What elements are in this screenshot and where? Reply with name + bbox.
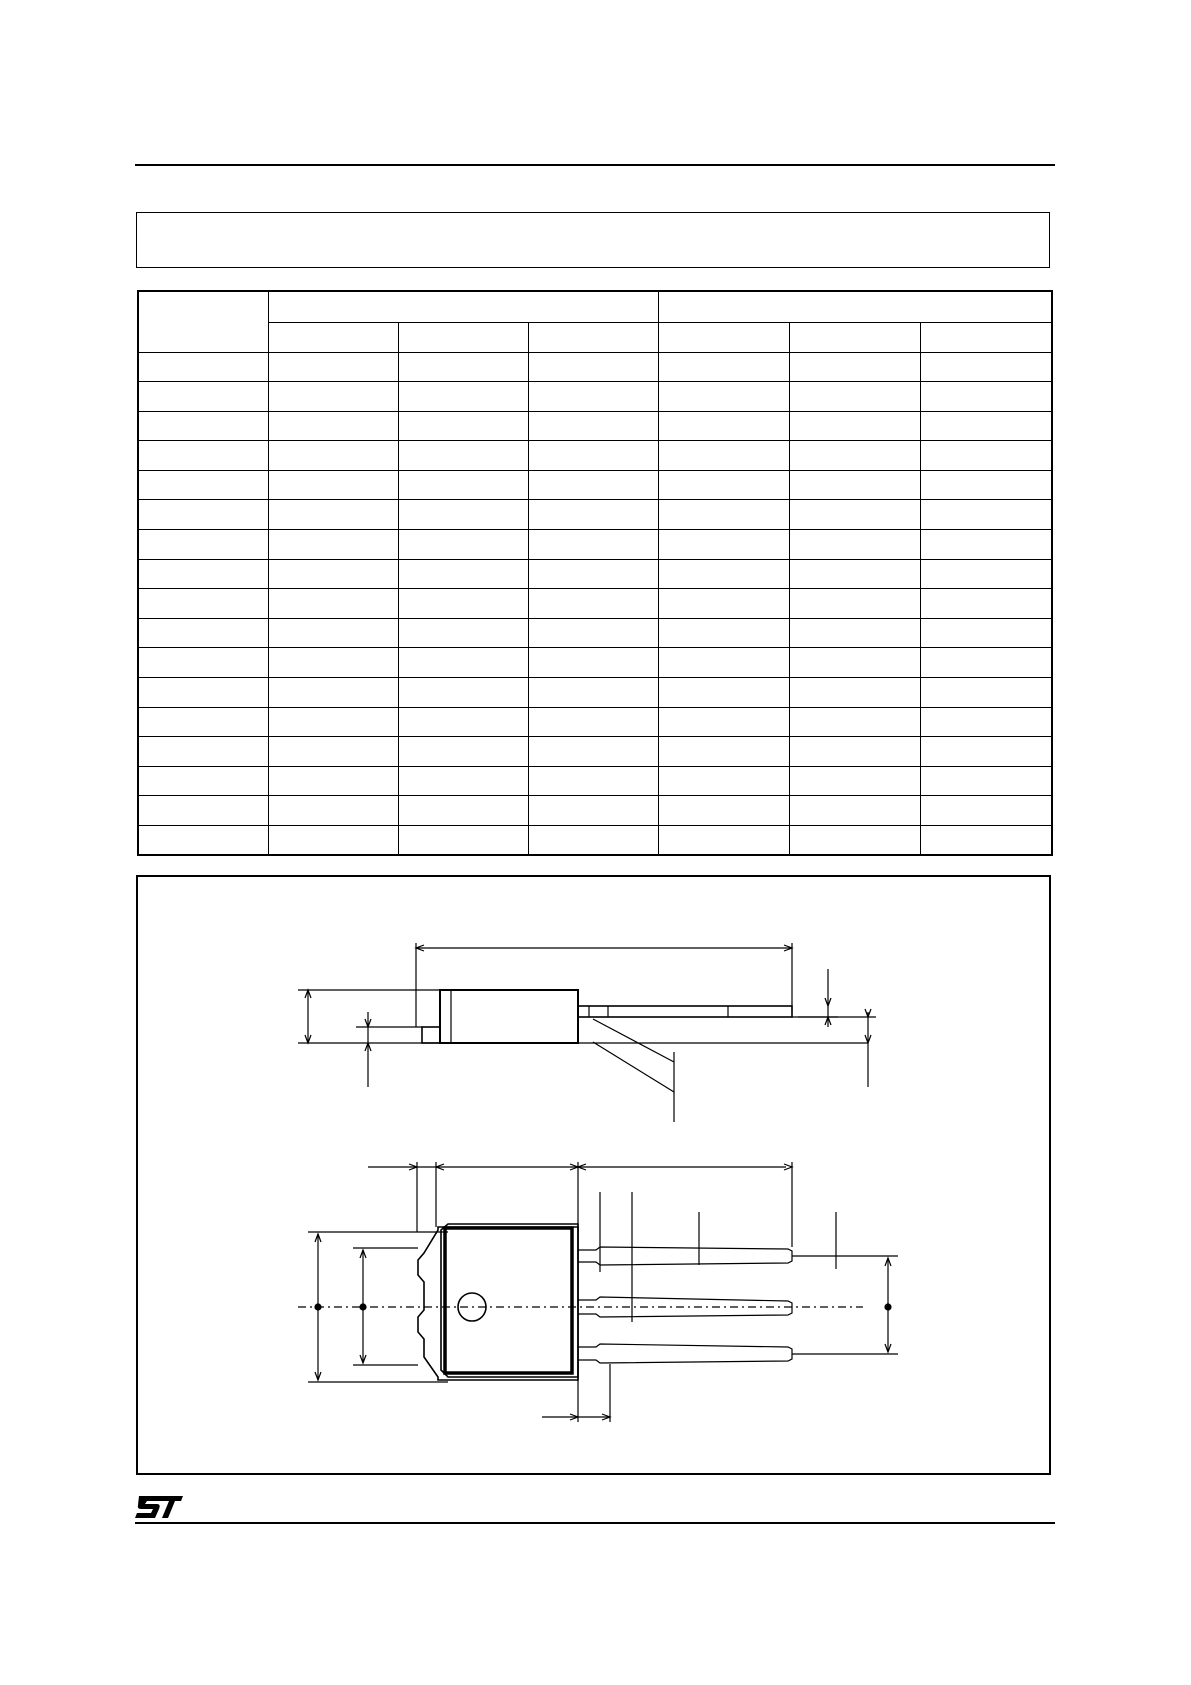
inch-typ-header — [789, 322, 920, 352]
table-cell — [789, 766, 920, 796]
table-cell — [658, 589, 789, 619]
table-cell — [789, 470, 920, 500]
table-row — [138, 826, 1052, 856]
table-cell — [398, 382, 528, 412]
table-cell — [268, 737, 398, 767]
table-cell — [789, 500, 920, 530]
table-row — [138, 766, 1052, 796]
table-cell — [658, 648, 789, 678]
table-cell — [789, 559, 920, 589]
table-cell — [920, 382, 1052, 412]
table-cell — [920, 559, 1052, 589]
table-row — [138, 352, 1052, 382]
table-row — [138, 470, 1052, 500]
table-cell — [268, 648, 398, 678]
table-cell — [789, 648, 920, 678]
table-cell — [789, 352, 920, 382]
header-rule — [135, 164, 1055, 166]
table-cell — [398, 618, 528, 648]
table-cell — [398, 678, 528, 708]
table-cell — [528, 470, 658, 500]
table-row — [138, 618, 1052, 648]
table-cell — [268, 352, 398, 382]
table-cell — [528, 707, 658, 737]
table-cell — [920, 352, 1052, 382]
table-cell — [268, 766, 398, 796]
table-cell — [268, 826, 398, 856]
table-cell — [920, 737, 1052, 767]
table-cell — [658, 500, 789, 530]
table-cell — [138, 352, 268, 382]
table-cell — [138, 559, 268, 589]
table-cell — [528, 766, 658, 796]
table-cell — [658, 411, 789, 441]
table-cell — [920, 766, 1052, 796]
table-cell — [398, 737, 528, 767]
table-cell — [920, 618, 1052, 648]
table-cell — [398, 796, 528, 826]
package-drawing — [136, 875, 1051, 1475]
mm-header-cell — [268, 291, 658, 322]
table-cell — [789, 382, 920, 412]
table-cell — [398, 826, 528, 856]
table-cell — [528, 441, 658, 471]
table-cell — [528, 678, 658, 708]
table-cell — [398, 589, 528, 619]
table-row — [138, 411, 1052, 441]
table-cell — [268, 707, 398, 737]
table-cell — [658, 530, 789, 560]
table-cell — [920, 500, 1052, 530]
table-cell — [398, 707, 528, 737]
table-cell — [658, 766, 789, 796]
table-cell — [658, 826, 789, 856]
table-cell — [658, 737, 789, 767]
table-cell — [528, 589, 658, 619]
mm-typ-header — [398, 322, 528, 352]
table-cell — [138, 500, 268, 530]
inch-max-header — [920, 322, 1052, 352]
table-cell — [138, 826, 268, 856]
table-cell — [398, 352, 528, 382]
table-cell — [268, 618, 398, 648]
table-cell — [138, 618, 268, 648]
inch-header-cell — [658, 291, 1052, 322]
footer-rule — [135, 1522, 1055, 1524]
st-logo-icon — [133, 1492, 185, 1522]
inch-min-header — [658, 322, 789, 352]
table-cell — [658, 470, 789, 500]
table-cell — [658, 352, 789, 382]
table-cell — [528, 352, 658, 382]
table-cell — [789, 707, 920, 737]
table-cell — [658, 618, 789, 648]
table-cell — [528, 826, 658, 856]
table-row — [138, 559, 1052, 589]
table-cell — [138, 530, 268, 560]
table-cell — [268, 678, 398, 708]
table-cell — [789, 737, 920, 767]
table-header-row-units — [138, 291, 1052, 322]
mm-max-header — [528, 322, 658, 352]
table-cell — [658, 441, 789, 471]
table-cell — [138, 707, 268, 737]
table-cell — [268, 382, 398, 412]
table-cell — [528, 530, 658, 560]
table-cell — [138, 678, 268, 708]
table-cell — [528, 411, 658, 441]
table-cell — [398, 766, 528, 796]
table-cell — [398, 559, 528, 589]
table-cell — [138, 382, 268, 412]
table-cell — [920, 589, 1052, 619]
table-cell — [789, 589, 920, 619]
dimensions-table — [137, 290, 1053, 856]
table-cell — [920, 678, 1052, 708]
table-cell — [138, 796, 268, 826]
table-cell — [789, 411, 920, 441]
table-row — [138, 589, 1052, 619]
package-outline-drawing — [138, 877, 1053, 1477]
table-cell — [138, 766, 268, 796]
table-cell — [138, 441, 268, 471]
table-cell — [920, 411, 1052, 441]
table-cell — [920, 648, 1052, 678]
table-header-row-minmax — [138, 322, 1052, 352]
table-cell — [528, 500, 658, 530]
table-row — [138, 441, 1052, 471]
table-cell — [268, 470, 398, 500]
table-row — [138, 530, 1052, 560]
table-cell — [268, 530, 398, 560]
table-cell — [658, 559, 789, 589]
table-cell — [138, 737, 268, 767]
table-cell — [528, 737, 658, 767]
table-cell — [528, 648, 658, 678]
table-row — [138, 737, 1052, 767]
table-cell — [658, 382, 789, 412]
table-cell — [528, 796, 658, 826]
table-cell — [138, 411, 268, 441]
table-row — [138, 648, 1052, 678]
table-cell — [528, 382, 658, 412]
table-cell — [398, 648, 528, 678]
table-cell — [789, 441, 920, 471]
table-cell — [268, 500, 398, 530]
table-cell — [268, 559, 398, 589]
table-cell — [789, 796, 920, 826]
table-cell — [920, 530, 1052, 560]
table-cell — [920, 826, 1052, 856]
table-cell — [789, 618, 920, 648]
table-cell — [658, 796, 789, 826]
table-cell — [398, 530, 528, 560]
table-cell — [268, 441, 398, 471]
package-title-box — [136, 212, 1050, 268]
table-cell — [789, 678, 920, 708]
table-cell — [398, 500, 528, 530]
table-row — [138, 796, 1052, 826]
table-row — [138, 500, 1052, 530]
table-cell — [920, 796, 1052, 826]
mm-min-header — [268, 322, 398, 352]
table-cell — [528, 618, 658, 648]
table-cell — [268, 589, 398, 619]
table-cell — [789, 530, 920, 560]
table-cell — [920, 470, 1052, 500]
table-cell — [268, 796, 398, 826]
table-cell — [398, 470, 528, 500]
table-cell — [920, 707, 1052, 737]
table-row — [138, 707, 1052, 737]
table-row — [138, 382, 1052, 412]
table-cell — [268, 411, 398, 441]
table-cell — [398, 441, 528, 471]
table-row — [138, 678, 1052, 708]
table-cell — [138, 470, 268, 500]
dim-header-cell — [138, 291, 268, 352]
table-cell — [789, 826, 920, 856]
table-cell — [920, 441, 1052, 471]
table-cell — [138, 648, 268, 678]
table-cell — [658, 678, 789, 708]
table-cell — [398, 411, 528, 441]
table-cell — [528, 559, 658, 589]
table-cell — [138, 589, 268, 619]
table-cell — [658, 707, 789, 737]
